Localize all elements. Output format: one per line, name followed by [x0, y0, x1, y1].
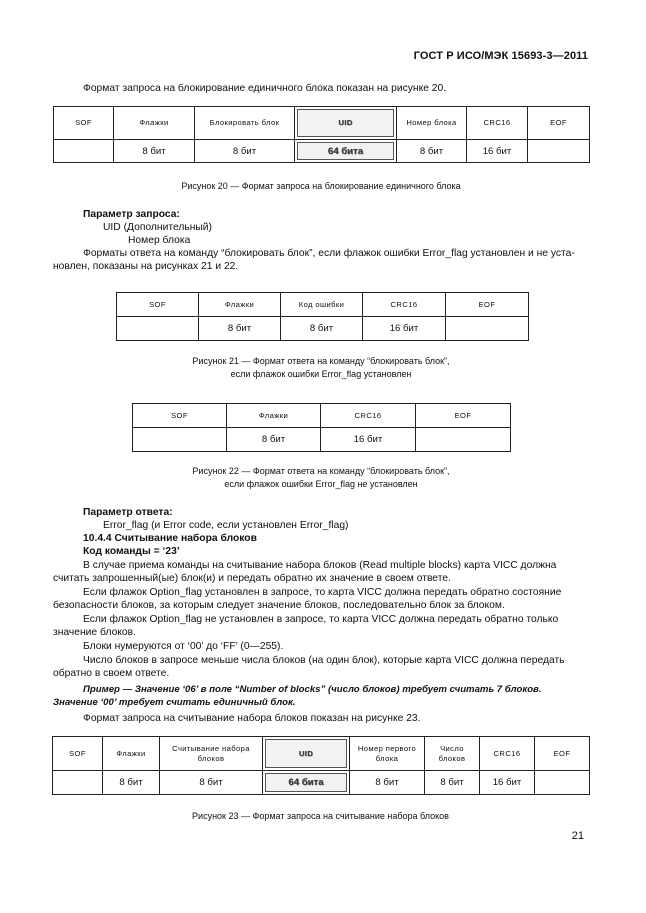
example-line-1: Пример — Значение ‘06’ в поле “Number of blocks” (число блоков) требует считать 7 блоков.	[83, 684, 542, 695]
fig21-h-crc: CRC16	[363, 293, 446, 317]
fig22-v-eof	[416, 428, 511, 452]
fig22-v-crc: 16 бит	[321, 428, 416, 452]
fig20-v-lock: 8 бит	[195, 140, 295, 163]
request-param-text1: Форматы ответа на команду “блокировать блок”, если флажок ошибки Error_flag установлен и не уста-	[83, 248, 575, 259]
fig20-table	[53, 106, 590, 163]
fig23-h-eof: EOF	[535, 737, 590, 771]
fig23-v-numblocks: 8 бит	[425, 771, 480, 795]
section-line-4: безопасности блоков, за которым следует значение блоков, последовательно блок за блоком.	[53, 600, 505, 611]
response-param-item: Error_flag (и Error code, если установлен Error_flag)	[103, 520, 349, 531]
fig23-h-firstblock: Номер первого блока	[350, 737, 425, 771]
fig20-h-blocknum: Номер блока	[397, 107, 467, 140]
fig21-v-flags: 8 бит	[199, 317, 281, 341]
section-title: 10.4.4 Считывание набора блоков	[83, 533, 257, 544]
fig23-caption: Рисунок 23 — Формат запроса на считывание набора блоков	[192, 811, 449, 821]
fig20-h-uid: UID	[295, 107, 397, 140]
fig23-v-sof	[53, 771, 103, 795]
fig22-caption-1: Рисунок 22 — Формат ответа на команду “блокировать блок”,	[192, 466, 450, 476]
section-line-5: Если флажок Option_flag не установлен в запросе, то карта VICC должна передать обратно только	[83, 614, 559, 625]
section-line-6: значение блоков.	[53, 627, 136, 638]
fig22-h-crc: CRC16	[321, 404, 416, 428]
fig23-v-uid: 64 бита	[263, 771, 350, 795]
request-param-item-block: Номер блока	[128, 235, 191, 246]
fig23-h-crc: CRC16	[480, 737, 535, 771]
fig20-h-sof: SOF	[54, 107, 114, 140]
fig21-h-flags: Флажки	[199, 293, 281, 317]
fig20-v-blocknum: 8 бит	[397, 140, 467, 163]
fig20-h-eof: EOF	[528, 107, 590, 140]
fig20-v-crc: 16 бит	[467, 140, 528, 163]
fig23-v-eof	[535, 771, 590, 795]
section-line-1: В случае приема команды на считывание набора блоков (Read multiple blocks) карта VICC должна	[83, 560, 557, 571]
section-line-2: считать запрошенный(ые) блок(и) и передать обратно их значение в своем ответе.	[53, 573, 451, 584]
section-line-7: Блоки нумеруются от ‘00’ до ‘FF’ (0—255).	[83, 641, 284, 652]
fig21-h-sof: SOF	[117, 293, 199, 317]
example-line-2: Значение ‘00’ требует считать единичный блок.	[53, 697, 296, 708]
fig21-h-errcode: Код ошибки	[281, 293, 363, 317]
fig21-v-crc: 16 бит	[363, 317, 446, 341]
fig22-h-flags: Флажки	[227, 404, 321, 428]
request-param-title: Параметр запроса:	[83, 209, 180, 220]
fig20-h-flags: Флажки	[114, 107, 195, 140]
fig20-v-sof	[54, 140, 114, 163]
fig23-v-crc: 16 бит	[480, 771, 535, 795]
fig22-v-sof	[133, 428, 227, 452]
fig20-v-flags: 8 бит	[114, 140, 195, 163]
fig21-h-eof: EOF	[446, 293, 529, 317]
section-line-9: обратно в своем ответе.	[53, 668, 170, 679]
standard-header: ГОСТ Р ИСО/МЭК 15693-3—2011	[413, 50, 588, 62]
fig20-v-eof	[528, 140, 590, 163]
fig22-h-eof: EOF	[416, 404, 511, 428]
fig23-table	[52, 736, 590, 795]
fig21-caption-2: если флажок ошибки Error_flag установлен	[230, 369, 412, 379]
fig23-v-firstblock: 8 бит	[350, 771, 425, 795]
request-param-item-uid: UID (Дополнительный)	[103, 222, 212, 233]
fig20-v-uid: 64 бита	[295, 140, 397, 163]
command-code: Код команды = ‘23’	[83, 546, 180, 557]
fig23-v-read: 8 бит	[160, 771, 263, 795]
fig22-h-sof: SOF	[133, 404, 227, 428]
fig23-h-uid: UID	[263, 737, 350, 771]
response-param-title: Параметр ответа:	[83, 507, 173, 518]
fig23-v-flags: 8 бит	[103, 771, 160, 795]
section-line-8: Число блоков в запросе меньше числа блоков (на один блок), которые карта VICC должна передать	[83, 655, 565, 666]
intro-fig20: Формат запроса на блокирование единичного блока показан на рисунке 20.	[83, 83, 447, 94]
fig21-caption-1: Рисунок 21 — Формат ответа на команду “блокировать блок”,	[192, 356, 450, 366]
fig20-h-crc: CRC16	[467, 107, 528, 140]
fig23-h-numblocks: Число блоков	[425, 737, 480, 771]
fig20-caption: Рисунок 20 — Формат запроса на блокирование единичного блока	[181, 181, 461, 191]
intro-fig23: Формат запроса на считывание набора блоков показан на рисунке 23.	[83, 713, 421, 724]
fig21-v-sof	[117, 317, 199, 341]
fig21-v-errcode: 8 бит	[281, 317, 363, 341]
fig23-h-flags: Флажки	[103, 737, 160, 771]
fig23-h-read: Считывание набора блоков	[160, 737, 263, 771]
section-line-3: Если флажок Option_flag установлен в запросе, то карта VICC должна передать обратно состояние	[83, 587, 562, 598]
fig22-v-flags: 8 бит	[227, 428, 321, 452]
fig21-table	[116, 292, 529, 341]
fig20-h-lock: Блокировать блок	[195, 107, 295, 140]
page-number: 21	[571, 830, 584, 842]
fig22-table	[132, 403, 511, 452]
request-param-text2: новлен, показаны на рисунках 21 и 22.	[53, 261, 239, 272]
fig22-caption-2: если флажок ошибки Error_flag не установлен	[224, 479, 418, 489]
fig21-v-eof	[446, 317, 529, 341]
fig23-h-sof: SOF	[53, 737, 103, 771]
